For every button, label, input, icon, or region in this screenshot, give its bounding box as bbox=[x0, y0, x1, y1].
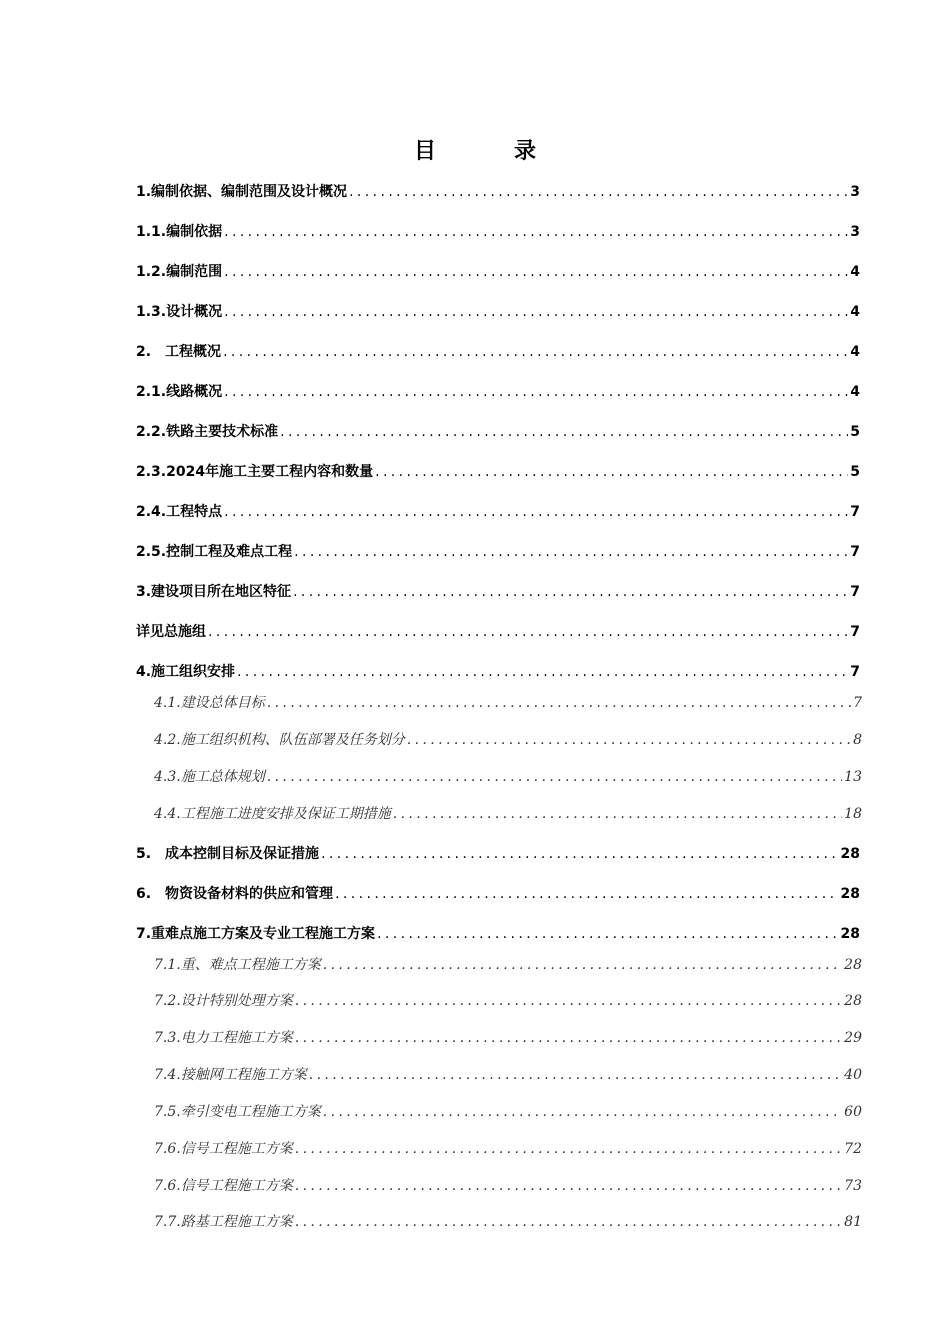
toc-page-number: 4 bbox=[850, 384, 860, 400]
toc-page-number: 7 bbox=[850, 544, 860, 560]
toc-leader-dots bbox=[224, 221, 848, 243]
toc-page-number: 3 bbox=[850, 184, 860, 200]
toc-entry-label: 2. 工程概况 bbox=[136, 344, 222, 360]
toc-entry-label: 1.3.设计概况 bbox=[136, 304, 223, 320]
toc-page-number: 28 bbox=[844, 957, 862, 973]
toc-leader-dots bbox=[223, 341, 848, 363]
toc-entry-label: 6. 物资设备材料的供应和管理 bbox=[136, 886, 334, 902]
toc-leader-dots bbox=[224, 381, 848, 403]
toc-leader-dots bbox=[323, 954, 842, 976]
toc-page-number: 73 bbox=[844, 1178, 862, 1194]
toc-leader-dots bbox=[208, 621, 848, 643]
toc-subentry[interactable] bbox=[154, 1027, 862, 1049]
toc-leader-dots bbox=[224, 261, 848, 283]
toc-page-number: 18 bbox=[844, 806, 862, 822]
toc-entry[interactable] bbox=[136, 501, 860, 523]
toc-page-number: 7 bbox=[850, 664, 860, 680]
toc-subentry[interactable] bbox=[154, 1138, 862, 1160]
toc-leader-dots bbox=[224, 501, 848, 523]
toc-leader-dots bbox=[224, 301, 848, 323]
toc-leader-dots bbox=[293, 581, 848, 603]
toc-subentry[interactable] bbox=[154, 692, 862, 714]
toc-entry[interactable] bbox=[136, 883, 860, 905]
toc-subentry[interactable] bbox=[154, 990, 862, 1012]
toc-page-number: 40 bbox=[844, 1067, 862, 1083]
toc-page-number: 4 bbox=[850, 264, 860, 280]
toc-page-number: 28 bbox=[844, 993, 862, 1009]
toc-entry-label: 4.2.施工组织机构、队伍部署及任务划分 bbox=[154, 732, 405, 748]
toc-subentry[interactable] bbox=[154, 766, 862, 788]
toc-subentry[interactable] bbox=[154, 803, 862, 825]
toc-leader-dots bbox=[295, 1138, 842, 1160]
toc-entry-label: 7.3.电力工程施工方案 bbox=[154, 1030, 293, 1046]
toc-leader-dots bbox=[295, 1211, 842, 1233]
toc-entry[interactable] bbox=[136, 221, 860, 243]
toc-subentry[interactable] bbox=[154, 1175, 862, 1197]
toc-entry[interactable] bbox=[136, 341, 860, 363]
toc-page-number: 8 bbox=[853, 732, 862, 748]
toc-entry-label: 1.2.编制范围 bbox=[136, 264, 223, 280]
toc-page-number: 5 bbox=[850, 464, 860, 480]
toc-leader-dots bbox=[335, 883, 838, 905]
toc-page-number: 72 bbox=[844, 1141, 862, 1157]
toc-entry-label: 7.7.路基工程施工方案 bbox=[154, 1214, 293, 1230]
toc-leader-dots bbox=[323, 1101, 842, 1123]
toc-page-number: 28 bbox=[840, 886, 860, 902]
toc-entry-label: 7.5.牵引变电工程施工方案 bbox=[154, 1104, 321, 1120]
toc-entry-label: 2.1.线路概况 bbox=[136, 384, 223, 400]
toc-entry-label: 4.4.工程施工进度安排及保证工期措施 bbox=[154, 806, 391, 822]
toc-leader-dots bbox=[267, 766, 842, 788]
toc-page-number: 28 bbox=[840, 846, 860, 862]
toc-leader-dots bbox=[309, 1064, 842, 1086]
toc-leader-dots bbox=[375, 461, 848, 483]
toc-entry[interactable] bbox=[136, 301, 860, 323]
toc-entry[interactable] bbox=[136, 381, 860, 403]
toc-entry-label: 1.编制依据、编制范围及设计概况 bbox=[136, 184, 348, 200]
toc-subentry[interactable] bbox=[154, 729, 862, 751]
toc-page-number: 60 bbox=[844, 1104, 862, 1120]
toc-entry-label: 7.6.信号工程施工方案 bbox=[154, 1178, 293, 1194]
toc-page-number: 4 bbox=[850, 344, 860, 360]
toc-leader-dots bbox=[349, 181, 848, 203]
toc-entry-label: 2.5.控制工程及难点工程 bbox=[136, 544, 293, 560]
toc-entry[interactable] bbox=[136, 181, 860, 203]
toc-entry[interactable] bbox=[136, 843, 860, 865]
toc-entry-label: 2.3.2024年施工主要工程内容和数量 bbox=[136, 464, 374, 480]
toc-entry-label: 7.6.信号工程施工方案 bbox=[154, 1141, 293, 1157]
toc-leader-dots bbox=[294, 541, 848, 563]
page-title: 目 录 bbox=[413, 138, 564, 164]
toc-entry-label: 5. 成本控制目标及保证措施 bbox=[136, 846, 320, 862]
toc-page-number: 29 bbox=[844, 1030, 862, 1046]
toc-leader-dots bbox=[407, 729, 851, 751]
toc-leader-dots bbox=[321, 843, 838, 865]
toc-entry-label: 4.1.建设总体目标 bbox=[154, 695, 265, 711]
toc-leader-dots bbox=[295, 990, 842, 1012]
toc-leader-dots bbox=[377, 923, 838, 945]
toc-page-number: 7 bbox=[850, 584, 860, 600]
toc-entry[interactable] bbox=[136, 541, 860, 563]
toc-leader-dots bbox=[267, 692, 851, 714]
toc-entry-label: 4.3.施工总体规划 bbox=[154, 769, 265, 785]
toc-entry-label: 7.2.设计特别处理方案 bbox=[154, 993, 293, 1009]
toc-subentry[interactable] bbox=[154, 1064, 862, 1086]
toc-entry-label: 1.1.编制依据 bbox=[136, 224, 223, 240]
toc-entry-label: 7.1.重、难点工程施工方案 bbox=[154, 957, 321, 973]
toc-page-number: 7 bbox=[850, 624, 860, 640]
toc-page-number: 28 bbox=[840, 926, 860, 942]
toc-entry[interactable] bbox=[136, 261, 860, 283]
toc-page-number: 7 bbox=[850, 504, 860, 520]
toc-page-number: 5 bbox=[850, 424, 860, 440]
toc-page-number: 4 bbox=[850, 304, 860, 320]
toc-leader-dots bbox=[295, 1175, 842, 1197]
toc-entry-label: 4.施工组织安排 bbox=[136, 664, 236, 680]
toc-entry[interactable] bbox=[136, 621, 860, 643]
toc-entry-label: 2.2.铁路主要技术标准 bbox=[136, 424, 279, 440]
toc-entry[interactable] bbox=[136, 923, 860, 945]
toc-subentry[interactable] bbox=[154, 954, 862, 976]
toc-page-number: 3 bbox=[850, 224, 860, 240]
toc-entry[interactable] bbox=[136, 581, 860, 603]
toc-leader-dots bbox=[237, 661, 848, 683]
toc-page-number: 13 bbox=[844, 769, 862, 785]
toc-page-number: 81 bbox=[844, 1214, 862, 1230]
toc-leader-dots bbox=[393, 803, 842, 825]
toc-entry-label: 3.建设项目所在地区特征 bbox=[136, 584, 292, 600]
toc-page-number: 7 bbox=[853, 695, 862, 711]
toc-subentry[interactable] bbox=[154, 1101, 862, 1123]
toc-leader-dots bbox=[295, 1027, 842, 1049]
toc-entry[interactable] bbox=[136, 421, 860, 443]
toc-entry-label: 详见总施组 bbox=[136, 624, 206, 640]
toc-entry[interactable] bbox=[136, 661, 860, 683]
toc-entry-label: 7.4.接触网工程施工方案 bbox=[154, 1067, 307, 1083]
toc-entry-label: 7.重难点施工方案及专业工程施工方案 bbox=[136, 926, 376, 942]
toc-leader-dots bbox=[280, 421, 848, 443]
toc-subentry[interactable] bbox=[154, 1211, 862, 1233]
toc-entry-label: 2.4.工程特点 bbox=[136, 504, 223, 520]
toc-entry[interactable] bbox=[136, 461, 860, 483]
